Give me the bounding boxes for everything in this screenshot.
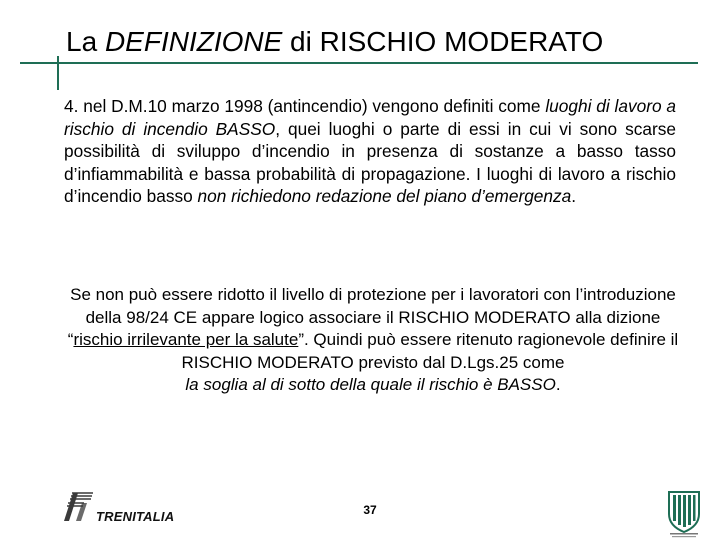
p2-underlined: rischio irrilevante per la salute (73, 330, 299, 349)
p1-text-2: , quei luoghi o parte di essi in cui vi sono scarse possibilità di sviluppo d’incendio in presenza di sostanze a basso tasso d’infiammabilità e bassa probabilità di propagazione. I luoghi di lavoro a rischio d’incendio basso (64, 118, 676, 206)
paragraph-definition (64, 95, 676, 208)
title-underline (20, 62, 698, 64)
p2-italic: la soglia al di sotto della quale il rischio è BASSO (185, 375, 556, 394)
p2-text-3: . (555, 375, 561, 394)
title-vertical-accent (57, 56, 59, 90)
p1-italic-1: luoghi di lavoro a rischio di incendio BASSO (64, 96, 676, 139)
paragraph-moderate-risk (60, 284, 686, 397)
p2-text-1: Se non può essere ridotto il livello di protezione per i lavoratori con l’introduzione della 98/24 CE appare logico associare il RISCHIO MODERATO alla dizione “ (67, 285, 676, 349)
title-prefix: La (66, 26, 105, 57)
brand-name: TRENITALIA (96, 509, 175, 524)
fs-logo-icon (60, 491, 94, 523)
title-suffix: di RISCHIO MODERATO (282, 26, 604, 57)
p1-text-1: 4. nel D.M.10 marzo 1998 (antincendio) vengono definiti come (64, 96, 546, 116)
crest-icon (666, 488, 702, 538)
slide-title (66, 24, 706, 60)
title-emphasis: DEFINIZIONE (104, 26, 283, 57)
p1-italic-2: non richiedono redazione del piano d’emergenza (197, 186, 572, 206)
p2-text-2: ”. Quindi può essere ritenuto ragionevole definire il RISCHIO MODERATO previsto dal D.Lgs.25 come (181, 330, 679, 372)
page-number: 37 (363, 503, 377, 517)
p1-text-3: . (571, 186, 577, 206)
